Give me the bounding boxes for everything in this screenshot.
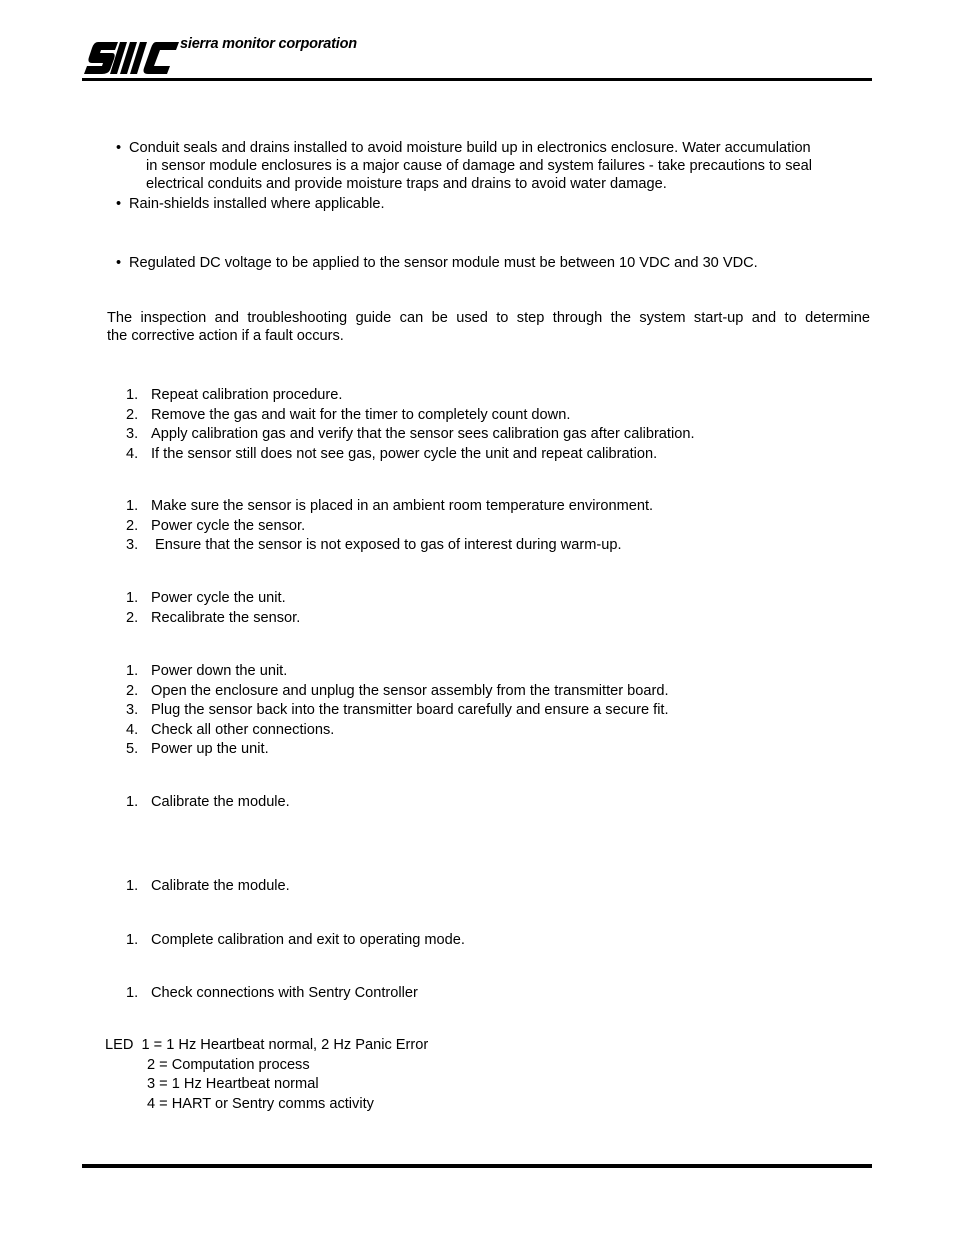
list-item <box>126 662 287 680</box>
list-number: 1. <box>126 985 139 1001</box>
list-text: Open the enclosure and unplug the sensor assembly from the transmitter board. <box>151 682 669 699</box>
list-number: 4. <box>126 445 139 462</box>
list-number: 2. <box>126 682 139 699</box>
led-line: 4 = HART or Sentry comms activity <box>147 1095 374 1112</box>
list-number: 2. <box>126 517 139 534</box>
list-number: 3. <box>126 537 139 553</box>
bullet-conduit-seals <box>116 139 870 193</box>
led-line: 2 = Computation process <box>147 1056 310 1073</box>
list-text: Calibrate the module. <box>151 878 290 894</box>
list-text: Power cycle the sensor. <box>151 517 306 534</box>
list-item <box>126 425 695 443</box>
list-text: Power cycle the unit. <box>151 590 286 606</box>
list-number: 2. <box>126 406 139 423</box>
list-text: Make sure the sensor is placed in an ambient room temperature environment. <box>151 498 654 514</box>
led-line: 1 = 1 Hz Heartbeat normal, 2 Hz Panic Error <box>141 1037 429 1053</box>
list-number: 1. <box>126 498 139 514</box>
list-item <box>126 497 653 515</box>
list-number: 1. <box>126 932 139 948</box>
list-text: Power down the unit. <box>151 663 288 679</box>
list-number: 3. <box>126 426 139 442</box>
list-item <box>126 740 269 758</box>
list-text: Apply calibration gas and verify that the sensor sees calibration gas after calibration. <box>151 426 695 442</box>
list-item <box>126 589 286 607</box>
list-item <box>126 721 334 739</box>
list-item <box>126 386 342 404</box>
footer-rule <box>82 1164 872 1168</box>
led-line: 3 = 1 Hz Heartbeat normal <box>147 1076 319 1092</box>
list-number: 2. <box>126 609 139 626</box>
company-logo <box>84 38 179 76</box>
list-text: If the sensor still does not see gas, power cycle the unit and repeat calibration. <box>151 445 658 462</box>
intro-line: the corrective action if a fault occurs. <box>107 328 344 344</box>
bullet-line: Conduit seals and drains installed to avoid moisture build up in electronics enclosure. Water accumulation <box>129 140 811 156</box>
bullet-line: electrical conduits and provide moisture traps and drains to avoid water damage. <box>146 176 667 192</box>
list-item <box>126 682 669 700</box>
list-item <box>126 517 305 535</box>
bullet-dc-voltage <box>116 254 870 272</box>
bullet-line: Regulated DC voltage to be applied to the sensor module must be between 10 VDC and 30 VDC. <box>129 255 758 271</box>
list-number: 1. <box>126 663 139 679</box>
list-text: Check all other connections. <box>151 721 335 738</box>
list-text: Plug the sensor back into the transmitter board carefully and ensure a secure fit. <box>151 702 669 718</box>
led-label: LED <box>105 1037 134 1053</box>
header-rule <box>82 78 872 81</box>
list-text: Power up the unit. <box>151 741 269 757</box>
list-number: 1. <box>126 590 139 606</box>
bullet-icon: • <box>116 255 122 271</box>
list-text: Ensure that the sensor is not exposed to gas of interest during warm-up. <box>151 537 622 553</box>
list-number: 3. <box>126 702 139 718</box>
intro-line: The inspection and troubleshooting guide can be used to step through the system start-up and to determine <box>107 310 870 326</box>
led-legend <box>105 1036 428 1114</box>
list-text: Calibrate the module. <box>151 794 290 810</box>
list-number: 1. <box>126 794 139 810</box>
list-item <box>126 536 622 554</box>
list-text: Remove the gas and wait for the timer to completely count down. <box>151 406 571 423</box>
list-item <box>126 445 657 463</box>
intro-paragraph <box>107 309 870 345</box>
list-number: 1. <box>126 878 139 894</box>
list-number: 4. <box>126 721 139 738</box>
list-item <box>126 406 570 424</box>
bullet-icon: • <box>116 196 122 212</box>
list-item <box>126 931 465 949</box>
bullet-icon: • <box>116 140 122 156</box>
company-name: sierra monitor corporation <box>180 36 357 52</box>
list-item <box>126 609 300 627</box>
list-number: 1. <box>126 387 139 403</box>
list-text: Recalibrate the sensor. <box>151 609 301 626</box>
list-text: Complete calibration and exit to operating mode. <box>151 932 465 948</box>
list-item <box>126 793 290 811</box>
list-text: Check connections with Sentry Controller <box>151 985 418 1001</box>
bullet-rain-shields <box>116 195 870 213</box>
list-number: 5. <box>126 741 139 757</box>
bullet-line: in sensor module enclosures is a major cause of damage and system failures - take precautions to seal <box>146 158 812 174</box>
bullet-line: Rain-shields installed where applicable. <box>129 196 385 212</box>
list-item <box>126 984 418 1002</box>
list-text: Repeat calibration procedure. <box>151 387 343 403</box>
list-item <box>126 877 290 895</box>
list-item <box>126 701 669 719</box>
